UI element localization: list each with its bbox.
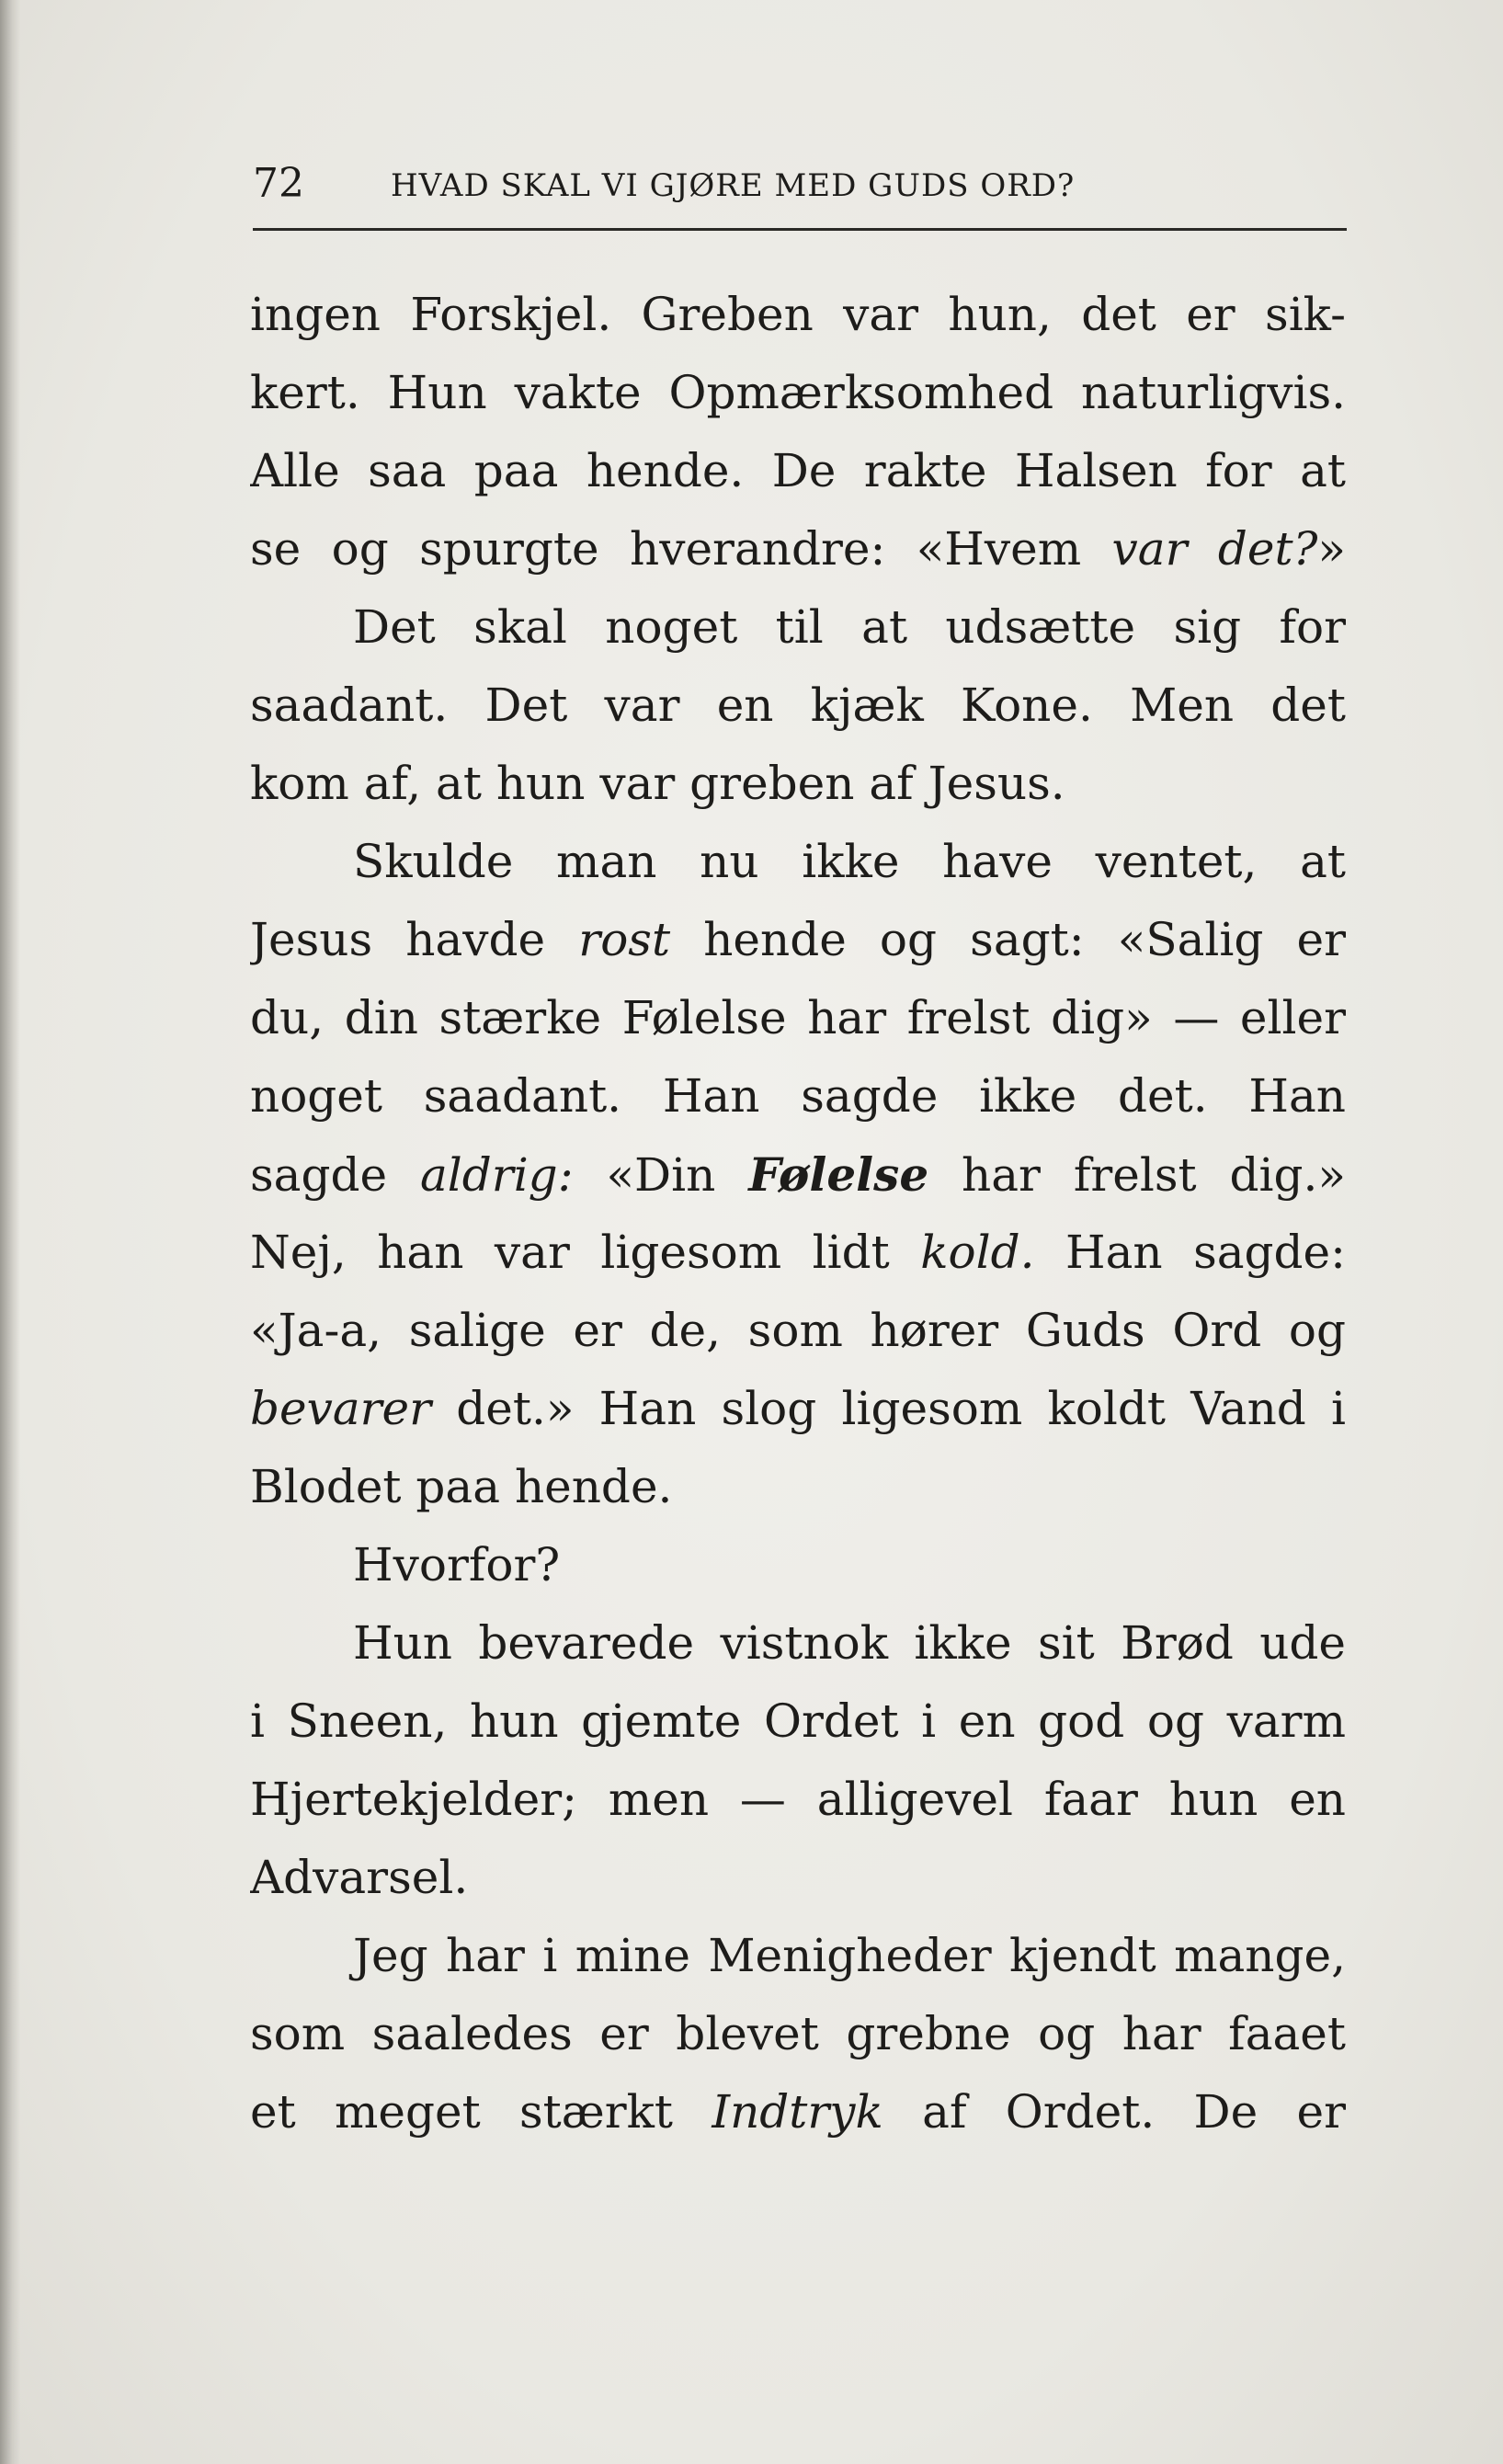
text-line: saadant. Det var en kjæk Kone. Men det (250, 679, 1346, 732)
text-line: Nej, han var ligesom lidt kold. Han sagde: (250, 1226, 1346, 1279)
text-line: som saaledes er blevet grebne og har faaet (250, 2007, 1346, 2060)
text-line: kom af, at hun var greben af Jesus. (250, 757, 1065, 810)
page-header (253, 156, 1347, 211)
page-number: 72 (253, 160, 304, 207)
text-line: Hvorfor? (353, 1538, 561, 1591)
page-edge-shadow (0, 0, 20, 2464)
text-line: Advarsel. (250, 1851, 469, 1904)
text-line: Hjertekjelder; men — alligevel faar hun en (250, 1773, 1346, 1826)
text-line: Skulde man nu ikke have ventet, at (353, 835, 1346, 888)
text-line: Blodet paa hende. (250, 1460, 673, 1513)
text-line: noget saadant. Han sagde ikke det. Han (250, 1069, 1346, 1123)
running-title: HVAD SKAL VI GJØRE MED GUDS ORD? (391, 167, 1076, 204)
text-line: et meget stærkt Indtryk af Ordet. De er (250, 2085, 1346, 2139)
text-line: Det skal noget til at udsætte sig for (353, 600, 1346, 654)
text-line: kert. Hun vakte Opmærksomhed naturligvis. (250, 366, 1346, 419)
italic-text: var det? (1111, 522, 1318, 576)
text-line: Jesus havde rost hende og sagt: «Salig er (250, 913, 1346, 966)
italic-text: kold. (920, 1226, 1035, 1279)
italic-text: aldrig: (419, 1148, 574, 1202)
header-rule (253, 228, 1347, 231)
text-line: se og spurgte hverandre: «Hvem var det?» (250, 522, 1346, 576)
body-text (250, 276, 1346, 2151)
text-line: sagde aldrig: «Din Følelse har frelst dig.» (250, 1147, 1346, 1202)
text-line: Jeg har i mine Menigheder kjendt mange, (353, 1929, 1346, 1982)
italic-text: Indtryk (712, 2085, 883, 2139)
text-line: Alle saa paa hende. De rakte Halsen for at (250, 444, 1346, 497)
italic-text: bevarer (250, 1382, 432, 1435)
text-line: du, din stærke Følelse har frelst dig» — eller (250, 991, 1346, 1044)
text-line: «Ja-a, salige er de, som hører Guds Ord og (250, 1304, 1346, 1357)
text-line: bevarer det.» Han slog ligesom koldt Vand i (250, 1382, 1346, 1435)
text-line: i Sneen, hun gjemte Ordet i en god og varm (250, 1694, 1346, 1748)
text-line: Hun bevarede vistnok ikke sit Brød ude (353, 1616, 1346, 1670)
text-line: ingen Forskjel. Greben var hun, det er sik- (250, 288, 1346, 341)
bold-italic-text: Følelse (748, 1147, 929, 1202)
italic-text: rost (578, 913, 671, 966)
